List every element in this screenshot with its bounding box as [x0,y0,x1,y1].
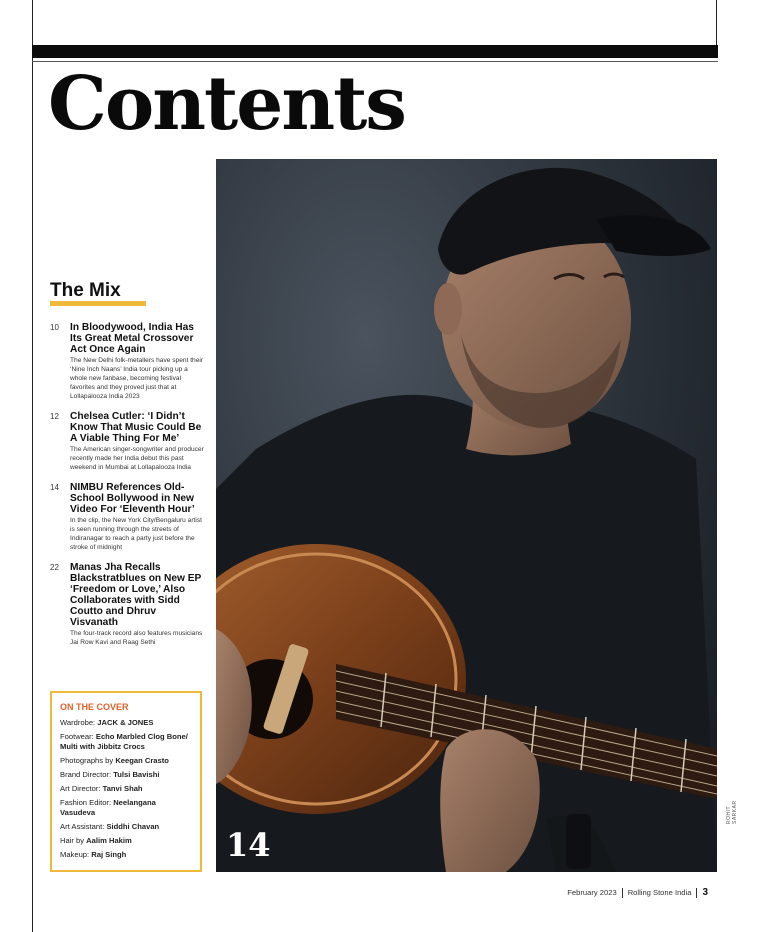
credit-value: Neelangana Vasudeva [60,798,156,817]
page-footer [567,887,708,898]
toc-page-number: 12 [50,412,59,421]
credit-label: Wardrobe: [60,718,98,727]
toc-description: The New Delhi folk-metallers have spent their ‘Nine Inch Naans’ India tour picking up a whole new fanbase, becoming festival favorites and they proved just that at Lollapalooza India 2023 [70,357,204,400]
footer-publication: Rolling Stone India [627,888,692,897]
credit-value: Raj Singh [91,850,127,859]
toc-headline[interactable]: Chelsea Cutler: ‘I Didn’t Know That Music Could Be A Viable Thing For Me’ [70,411,202,444]
page-title: Contents [48,61,405,147]
cover-credit [60,798,192,818]
cover-credit [60,850,192,860]
toc-page-number: 14 [50,483,59,492]
photo-credit: ROHIT SARKAR [726,800,738,824]
cover-credit [60,718,192,728]
cover-photo[interactable] [216,159,717,872]
toc-headline[interactable]: In Bloodywood, India Has Its Great Metal Crossover Act Once Again [70,322,194,355]
cover-credit [60,732,192,752]
toc-entry[interactable] [50,411,206,472]
cover-credit [60,784,192,794]
section-heading: The Mix [50,280,121,301]
section-underline [50,301,146,306]
toc-entry[interactable] [50,482,206,552]
toc-description: The four-track record also features musicians Jai Row Kavi and Raag Sethi [70,630,203,646]
toc-description: The American singer-songwriter and producer recently made her India debut this past weekend in Mumbai at Lollapalooza India [70,446,204,471]
toc-list [50,322,206,657]
toc-page-number: 10 [50,323,59,332]
credit-label: Hair by [60,836,87,845]
credit-label: Art Director: [60,784,103,793]
footer-date: February 2023 [567,888,617,897]
footer-separator [696,888,697,898]
photo-page-number: 14 [226,826,271,864]
toc-headline[interactable]: Manas Jha Recalls Blackstratblues on New EP ‘Freedom or Love,’ Also Collaborates with Sidd Coutto and Dhruv Visvanath [70,562,202,628]
header-bar [32,45,718,58]
cover-credit [60,756,192,766]
cover-credit [60,836,192,846]
credit-label: Footwear: [60,732,96,741]
cover-credit [60,770,192,780]
credit-value: Echo Marbled Clog Bone/ Multi with Jibbitz Crocs [60,732,188,751]
credit-value: JACK & JONES [97,718,154,727]
toc-entry[interactable] [50,562,206,647]
toc-entry[interactable] [50,322,206,401]
credit-label: Brand Director: [60,770,114,779]
page-right-rule [716,0,717,46]
credit-label: Fashion Editor: [60,798,114,807]
toc-page-number: 22 [50,563,59,572]
credit-value: Aalim Hakim [86,836,132,845]
on-the-cover-box [50,691,202,872]
cover-credit [60,822,192,832]
footer-separator [622,888,623,898]
credit-value: Tanvi Shah [102,784,143,793]
credit-label: Makeup: [60,850,92,859]
toc-description: In the clip, the New York City/Bengaluru artist is seen running through the streets of Indiranagar to reach a party just before the stroke of midnight [70,517,202,551]
credit-value: Siddhi Chavan [106,822,160,831]
toc-headline[interactable]: NIMBU References Old-School Bollywood in New Video For ‘Eleventh Hour’ [70,482,195,515]
cover-heading: ON THE COVER [60,702,129,712]
footer-page-number: 3 [702,887,708,898]
credit-label: Art Assistant: [60,822,107,831]
musician-illustration [216,159,717,872]
page-left-rule [32,0,33,932]
credit-value: Keegan Crasto [115,756,169,765]
credit-value: Tulsi Bavishi [113,770,160,779]
credit-label: Photographs by [60,756,116,765]
